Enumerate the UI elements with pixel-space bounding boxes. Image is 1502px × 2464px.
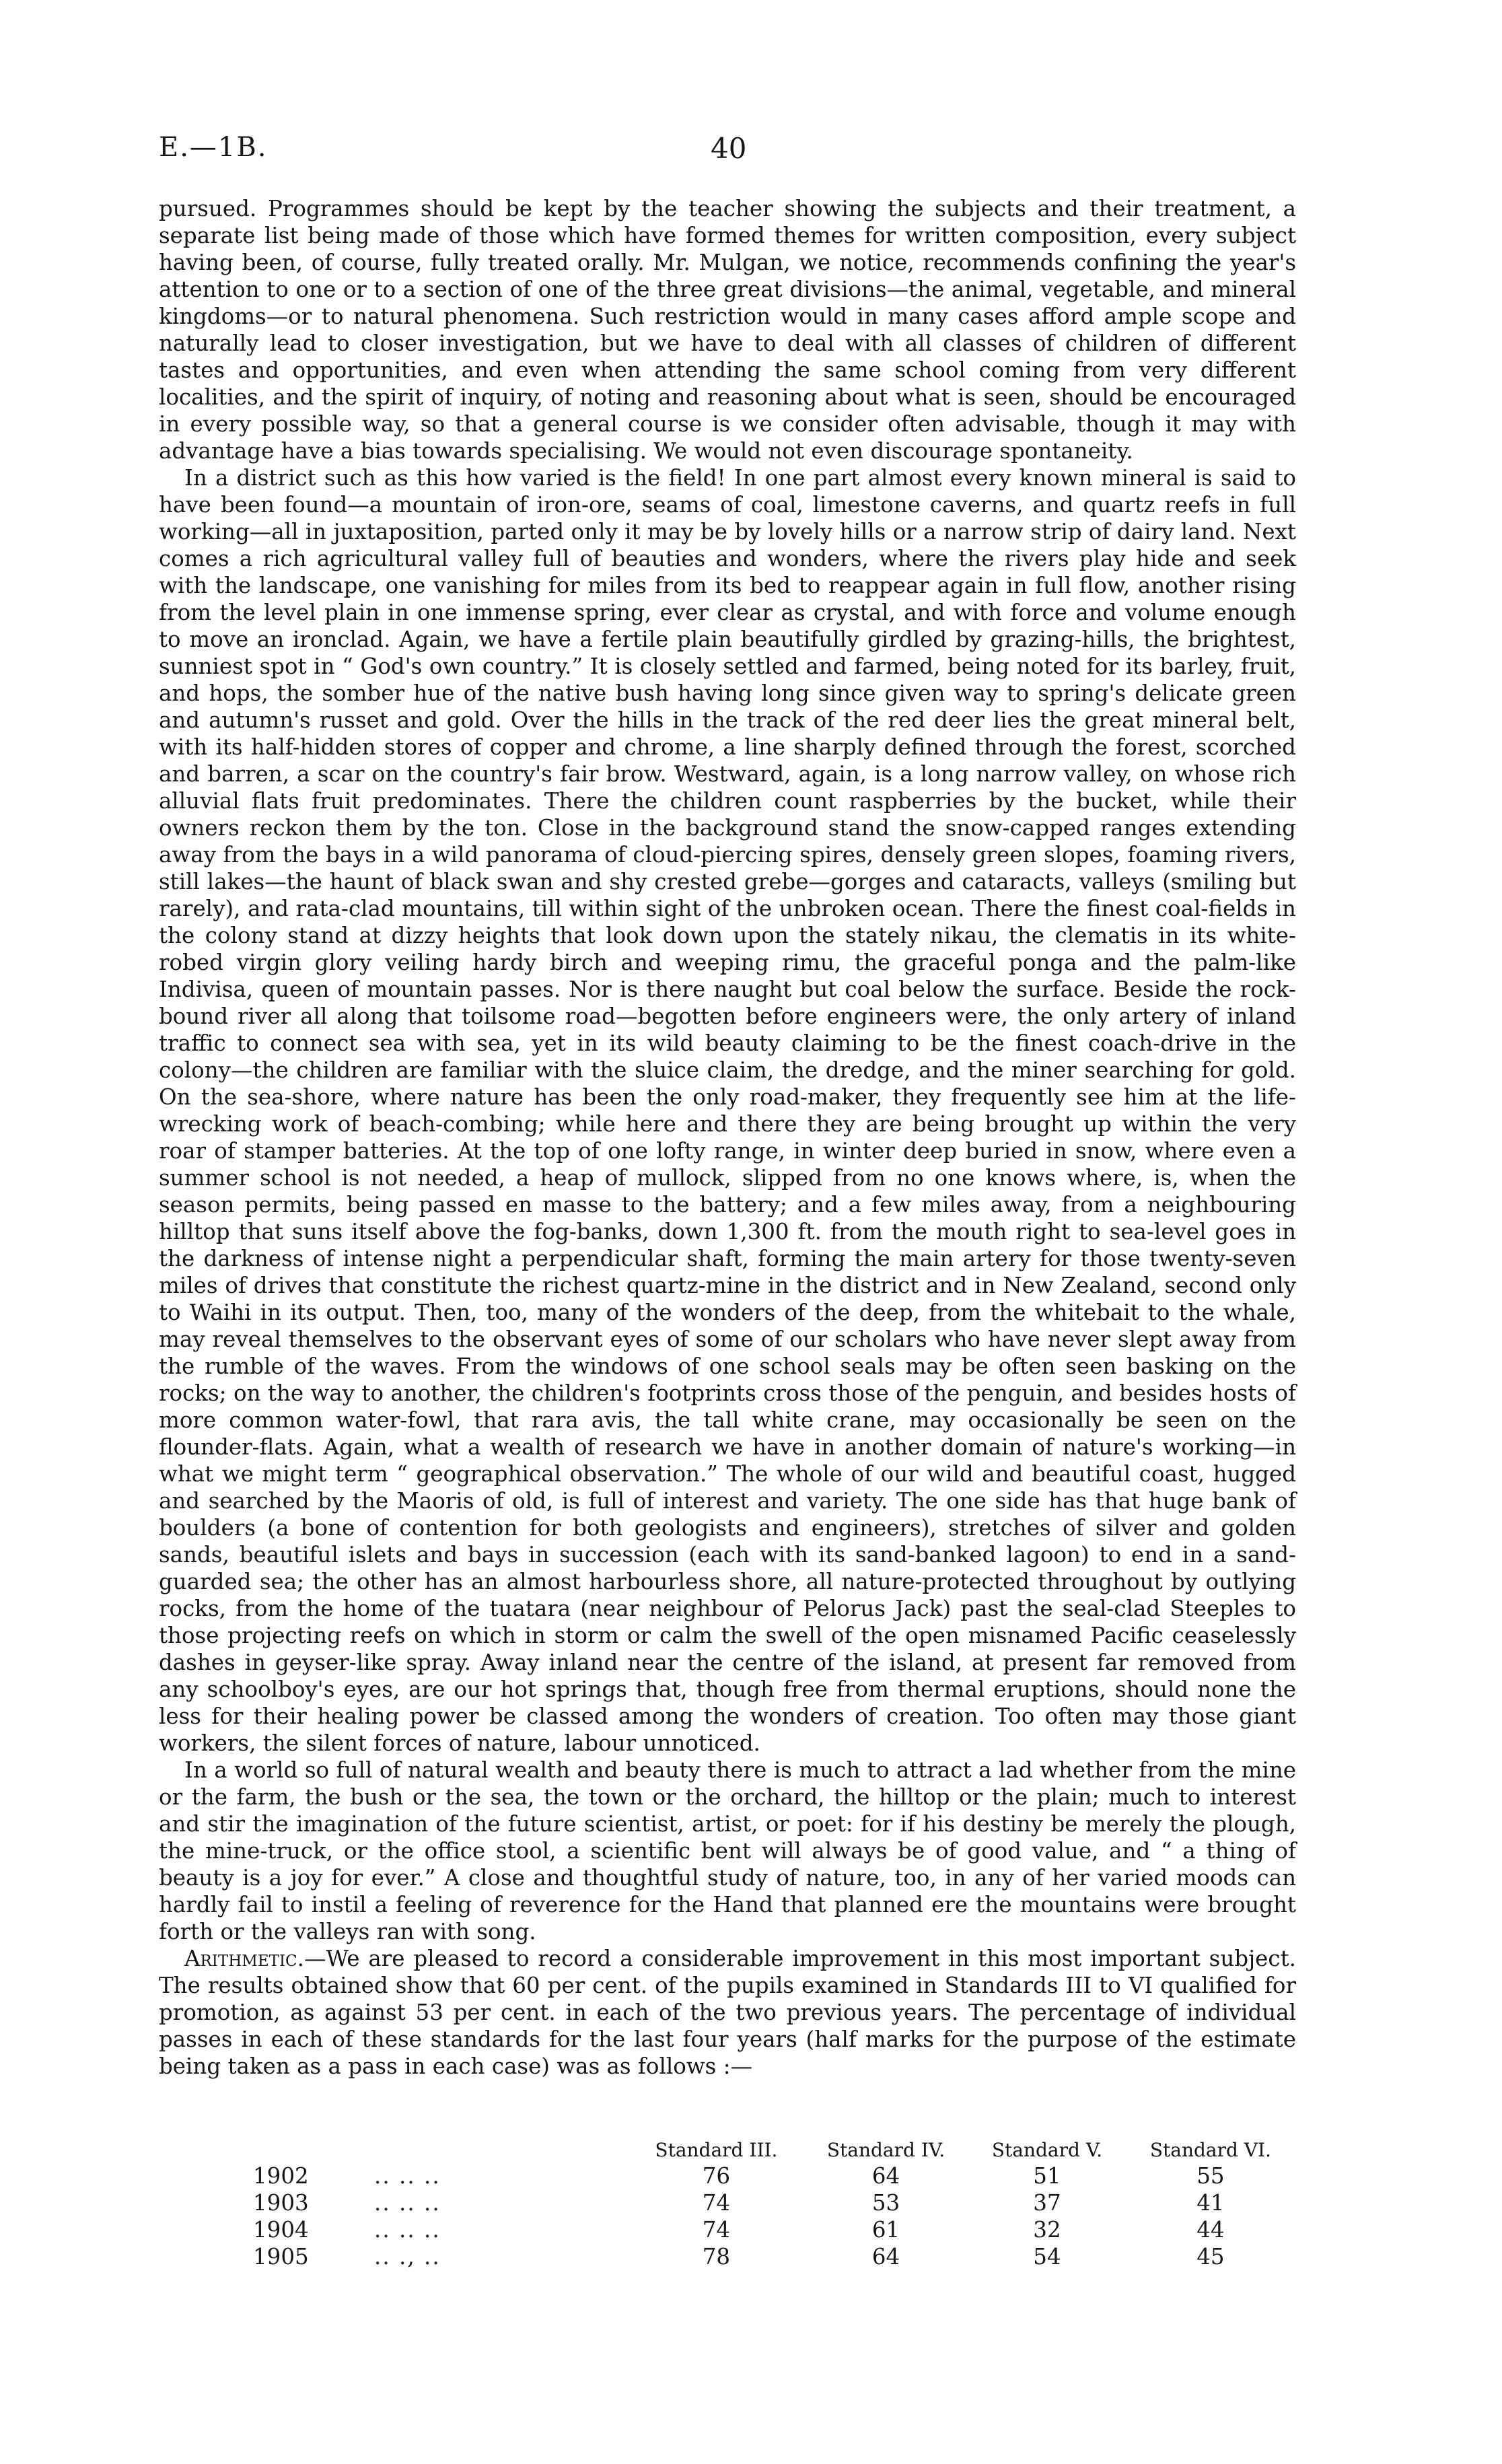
paragraph-district-field: In a district such as this how varied is the field! In one part almost every known mineral is said to have been found—a mountain of iron-ore, seams of coal, limestone caverns, and quartz reefs in full working—all in juxtaposition, parted only it may be by lovely hills or a narrow strip of dairy land. Next comes a rich agricultural valley full of beauties and wonders, where the rivers play hide and seek with the landscape, one vanishing for miles from its bed to reappear again in full flow, another rising from the level plain in one immense spring, ever clear as crystal, and with force and volume enough to move an ironclad. Again, we have a fertile plain beautifully girdled by grazing-hills, the brightest, sunniest spot in “ God's own country.” It is closely settled and farmed, being noted for its barley, fruit, and hops, the somber hue of the native bush having long since given way to spring's delicate green and autumn's russet and gold. Over the hills in the track of the red deer lies the great mineral belt, with its half-hidden stores of copper and chrome, a line sharply defined through the forest, scorched and barren, a scar on the country's fair brow. Westward, again, is a long narrow valley, on whose rich alluvial flats fruit predominates. There the children count raspberries by the bucket, while their owners reckon them by the ton. Close in the background stand the snow-capped ranges extending away from the bays in a wild panorama of cloud-piercing spires, densely green slopes, foaming rivers, still lakes—the haunt of black swan and shy crested grebe—gorges and cataracts, valleys (smiling but rarely), and rata-clad mountains, till within sight of the unbroken ocean. There the finest coal-fields in the colony stand at dizzy heights that look down upon the stately nikau, the clematis in its white-robed virgin glory veiling hardy birch and weeping rimu, the graceful ponga and the palm-like Indivisa, queen of mountain passes. Nor is there naught but coal below the surface. Beside the rock-bound river all along that toilsome road—begotten before engineers were, the only artery of inland traffic to connect sea with sea, yet in its wild beauty claiming to be the finest coach-drive in the colony—the children are familiar with the sluice claim, the dredge, and the miner searching for gold. On the sea-shore, where nature has been the only road-maker, they frequently see him at the life-wrecking work of beach-combing; while here and there they are being brought up within the very roar of stamper batteries. At the top of one lofty range, in winter deep buried in snow, where even a summer school is not needed, a heap of mullock, slipped from no one knows where, is, when the season permits, being passed en masse to the battery; and a few miles away, from a neighbouring hilltop that suns itself above the fog-banks, down 1,300 ft. from the mouth right to sea-level goes in the darkness of intense night a perpendicular shaft, forming the main artery for those twenty-seven miles of drives that constitute the richest quartz-mine in the district and in New Zealand, second only to Waihi in its output. Then, too, many of the wonders of the deep, from the whitebait to the whale, may reveal themselves to the observant eyes of some of our scholars who have never slept away from the rumble of the waves. From the windows of one school seals may be often seen basking on the rocks; on the way to another, the children's footprints cross those of the penguin, and besides hosts of more common water-fowl, that rara avis, the tall white crane, may occasionally be seen on the flounder-flats. Again, what a wealth of research we have in another domain of nature's working—in what we might term “ geographical observation.” The whole of our wild and beautiful coast, hugged and searched by the Maoris of old, is full of interest and variety. The one side has that huge bank of boulders (a bone of contention for both geologists and engineers), stretches of silver and golden sands, beautiful islets and bays in succession (each with its sand-banked lagoon) to end in a sand-guarded sea; the other has an almost harbourless shore, all nature-protected throughout by outlying rocks, from the home of the tuatara (near neighbour of Pelorus Jack) past the seal-clad Steeples to those projecting reefs on which in storm or calm the swell of the open misnamed Pacific ceaselessly dashes in geyser-like spray. Away inland near the centre of the island, at present far removed from any schoolboy's eyes, are our hot springs that, though free from thermal eruptions, should none the less for their healing power be classed among the wonders of creation. Too often may those giant workers, the silent forces of nature, labour unnoticed. [159,465,1296,1756]
paragraph-natural-wealth: In a world so full of natural wealth and beauty there is much to attract a lad whether from the mine or the farm, the bush or the sea, the town or the orchard, the hilltop or the plain; much to interest and stir the imagination of the future scientist, artist, or poet: for if his destiny be merely the plough, the mine-truck, or the office stool, a scientific bent will always be of good value, and “ a thing of beauty is a joy for ever.” A close and thoughtful study of nature, too, in any of her varied moods can hardly fail to instil a feeling of reverence for the Hand that planned ere the mountains were brought forth or the valleys ran with song. [159,1757,1296,1944]
value-cell: 53 [871,2190,900,2216]
page-number: 40 [711,132,747,165]
value-cell: 64 [871,2163,900,2189]
standards-pass-table [159,2139,1296,2270]
paragraph-arithmetic [159,1945,1296,2080]
year-cell: 1902 [253,2163,309,2189]
value-cell: 74 [702,2190,731,2216]
value-cell: 64 [871,2244,900,2269]
value-cell: 61 [871,2217,900,2243]
table-row [159,2189,1296,2216]
value-cell: 41 [1196,2190,1225,2216]
column-header: Standard VI. [1149,2139,1271,2161]
value-cell: 74 [702,2217,731,2243]
document-reference: E.—1B. [159,132,268,163]
column-header: Standard III. [655,2139,778,2161]
leader-dots: .. ., .. [374,2244,441,2269]
year-cell: 1905 [253,2244,309,2269]
value-cell: 51 [1033,2163,1061,2189]
arithmetic-heading: Arithmetic. [184,1946,304,1971]
value-cell: 45 [1196,2244,1225,2269]
value-cell: 37 [1033,2190,1061,2216]
table-header-row [159,2139,1296,2162]
value-cell: 76 [702,2163,731,2189]
table-row [159,2162,1296,2189]
page-header [159,132,1343,172]
column-header: Standard V. [991,2139,1103,2161]
value-cell: 54 [1033,2244,1061,2269]
body-text [159,195,1296,2080]
table-row [159,2243,1296,2270]
year-cell: 1903 [253,2190,309,2216]
value-cell: 78 [702,2244,731,2269]
leader-dots: .. .. .. [374,2163,441,2189]
table-row [159,2216,1296,2243]
paragraph-nature-study-programmes: pursued. Programmes should be kept by the teacher showing the subjects and their treatment, a separate list being made of those which have formed themes for written composition, every subject having been, of course, fully treated orally. Mr. Mulgan, we notice, recommends confining the year's attention to one or to a section of one of the three great divisions—the animal, vegetable, and mineral kingdoms—or to natural phenomena. Such restriction would in many cases afford ample scope and naturally lead to closer investigation, but we have to deal with all classes of children of different tastes and opportunities, and even when attending the same school coming from very different localities, and the spirit of inquiry, of noting and reasoning about what is seen, should be encouraged in every possible way, so that a general course is we consider often advisable, though it may with advantage have a bias towards specialising. We would not even discourage spontaneity. [159,196,1296,464]
value-cell: 55 [1196,2163,1225,2189]
column-header: Standard IV. [826,2139,945,2161]
leader-dots: .. .. .. [374,2217,441,2243]
value-cell: 44 [1196,2217,1225,2243]
value-cell: 32 [1033,2217,1061,2243]
arithmetic-text: —We are pleased to record a considerable improvement in this most important subject. The results obtained show that 60 per cent. of the pupils examined in Standards III to VI qualified for promotion, as against 53 per cent. in each of the two previous years. The percentage of individual passes in each of these standards for the last four years (half marks for the purpose of the estimate being taken as a pass in each case) was as follows :— [159,1946,1296,2079]
leader-dots: .. .. .. [374,2190,441,2216]
year-cell: 1904 [253,2217,309,2243]
